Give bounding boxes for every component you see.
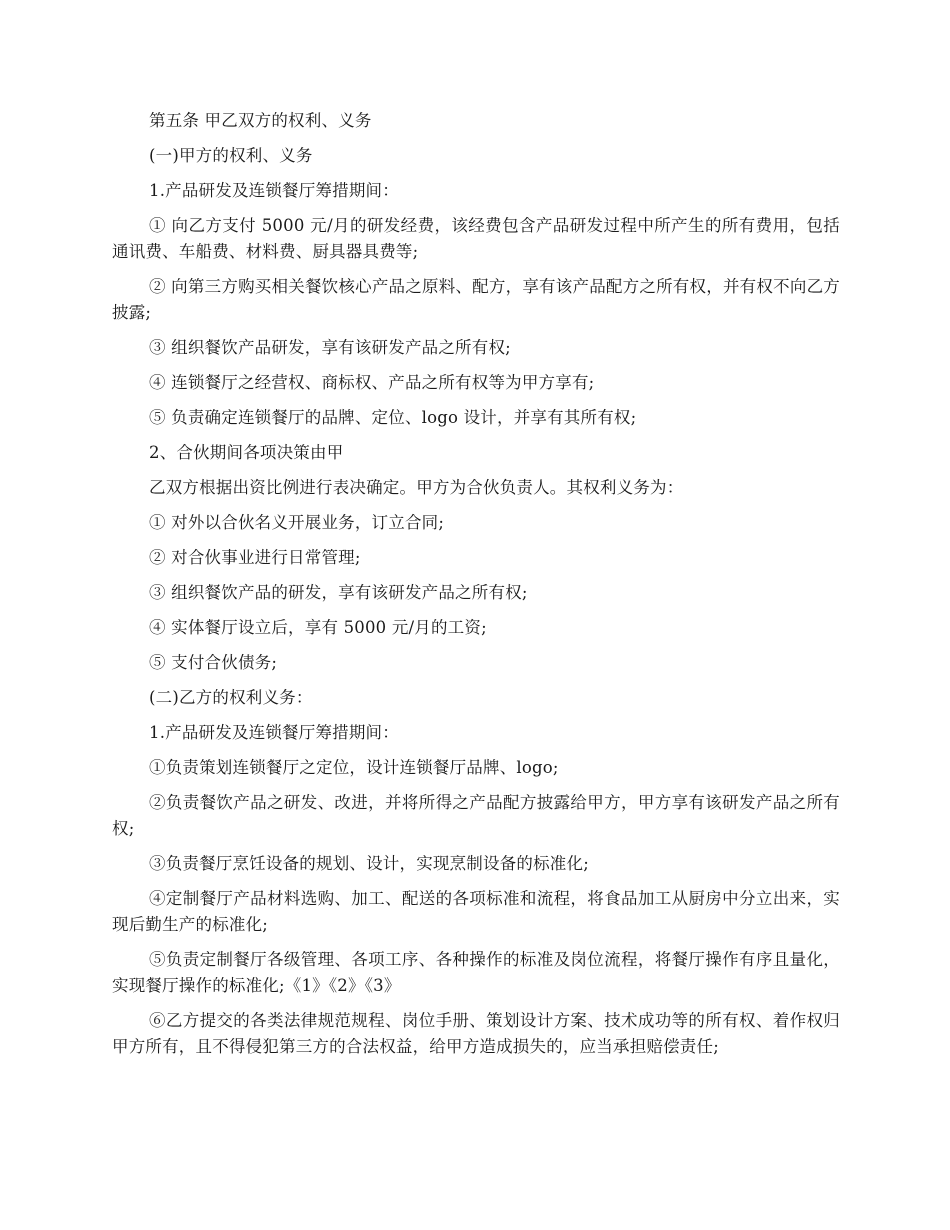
clause-paragraph: ② 向第三方购买相关餐饮核心产品之原料、配方，享有该产品配方之所有权，并有权不向乙方披露;	[112, 277, 840, 322]
document-page	[112, 108, 840, 1069]
clause-paragraph: ④定制餐厅产品材料选购、加工、配送的各项标准和流程，将食品加工从厨房中分立出来，实现后勤生产的标准化;	[112, 889, 840, 934]
clause-paragraph: ⑥乙方提交的各类法律规范规程、岗位手册、策划设计方案、技术成功等的所有权、着作权归甲方所有，且不得侵犯第三方的合法权益，给甲方造成损失的，应当承担赔偿责任;	[112, 1011, 840, 1056]
clause-paragraph: ④ 连锁餐厅之经营权、商标权、产品之所有权等为甲方享有;	[149, 373, 595, 392]
clause-paragraph: ③负责餐厅烹饪设备的规划、设计，实现烹制设备的标准化;	[149, 854, 589, 873]
clause-paragraph: ⑤负责定制餐厅各级管理、各项工序、各种操作的标准及岗位流程，将餐厅操作有序且量化，实现餐厅操作的标准化;《1》《2》《3》	[112, 950, 840, 995]
clause-paragraph: ⑤ 支付合伙债务;	[149, 653, 278, 672]
section-heading-party-b: (二)乙方的权利义务：	[149, 688, 313, 707]
subsection-heading: 1.产品研发及连锁餐厅筹措期间：	[149, 181, 399, 200]
clause-paragraph: ③ 组织餐饮产品研发，享有该研发产品之所有权;	[149, 338, 511, 357]
clause-paragraph: ①负责策划连锁餐厅之定位，设计连锁餐厅品牌、logo;	[149, 758, 559, 777]
section-heading-party-a: (一)甲方的权利、义务	[149, 146, 313, 165]
subsection-heading: 1.产品研发及连锁餐厅筹措期间：	[149, 723, 399, 742]
clause-paragraph: ⑤ 负责确定连锁餐厅的品牌、定位、logo 设计，并享有其所有权;	[149, 408, 637, 427]
clause-paragraph: ②负责餐饮产品之研发、改进，并将所得之产品配方披露给甲方，甲方享有该研发产品之所有权;	[112, 793, 840, 838]
subsection-heading: 2、合伙期间各项决策由甲	[149, 443, 344, 462]
clause-paragraph: 乙双方根据出资比例进行表决确定。甲方为合伙负责人。其权利义务为：	[149, 478, 684, 497]
clause-paragraph: ④ 实体餐厅设立后，享有 5000 元/月的工资;	[149, 618, 487, 637]
clause-paragraph: ③ 组织餐饮产品的研发，享有该研发产品之所有权;	[149, 583, 528, 602]
article-heading: 第五条 甲乙双方的权利、义务	[149, 111, 372, 130]
clause-paragraph: ① 对外以合伙名义开展业务，订立合同;	[149, 513, 445, 532]
clause-paragraph: ② 对合伙事业进行日常管理;	[149, 548, 361, 567]
clause-paragraph: ① 向乙方支付 5000 元/月的研发经费，该经费包含产品研发过程中所产生的所有费用，包括通讯费、车船费、材料费、厨具器具费等;	[112, 216, 840, 261]
